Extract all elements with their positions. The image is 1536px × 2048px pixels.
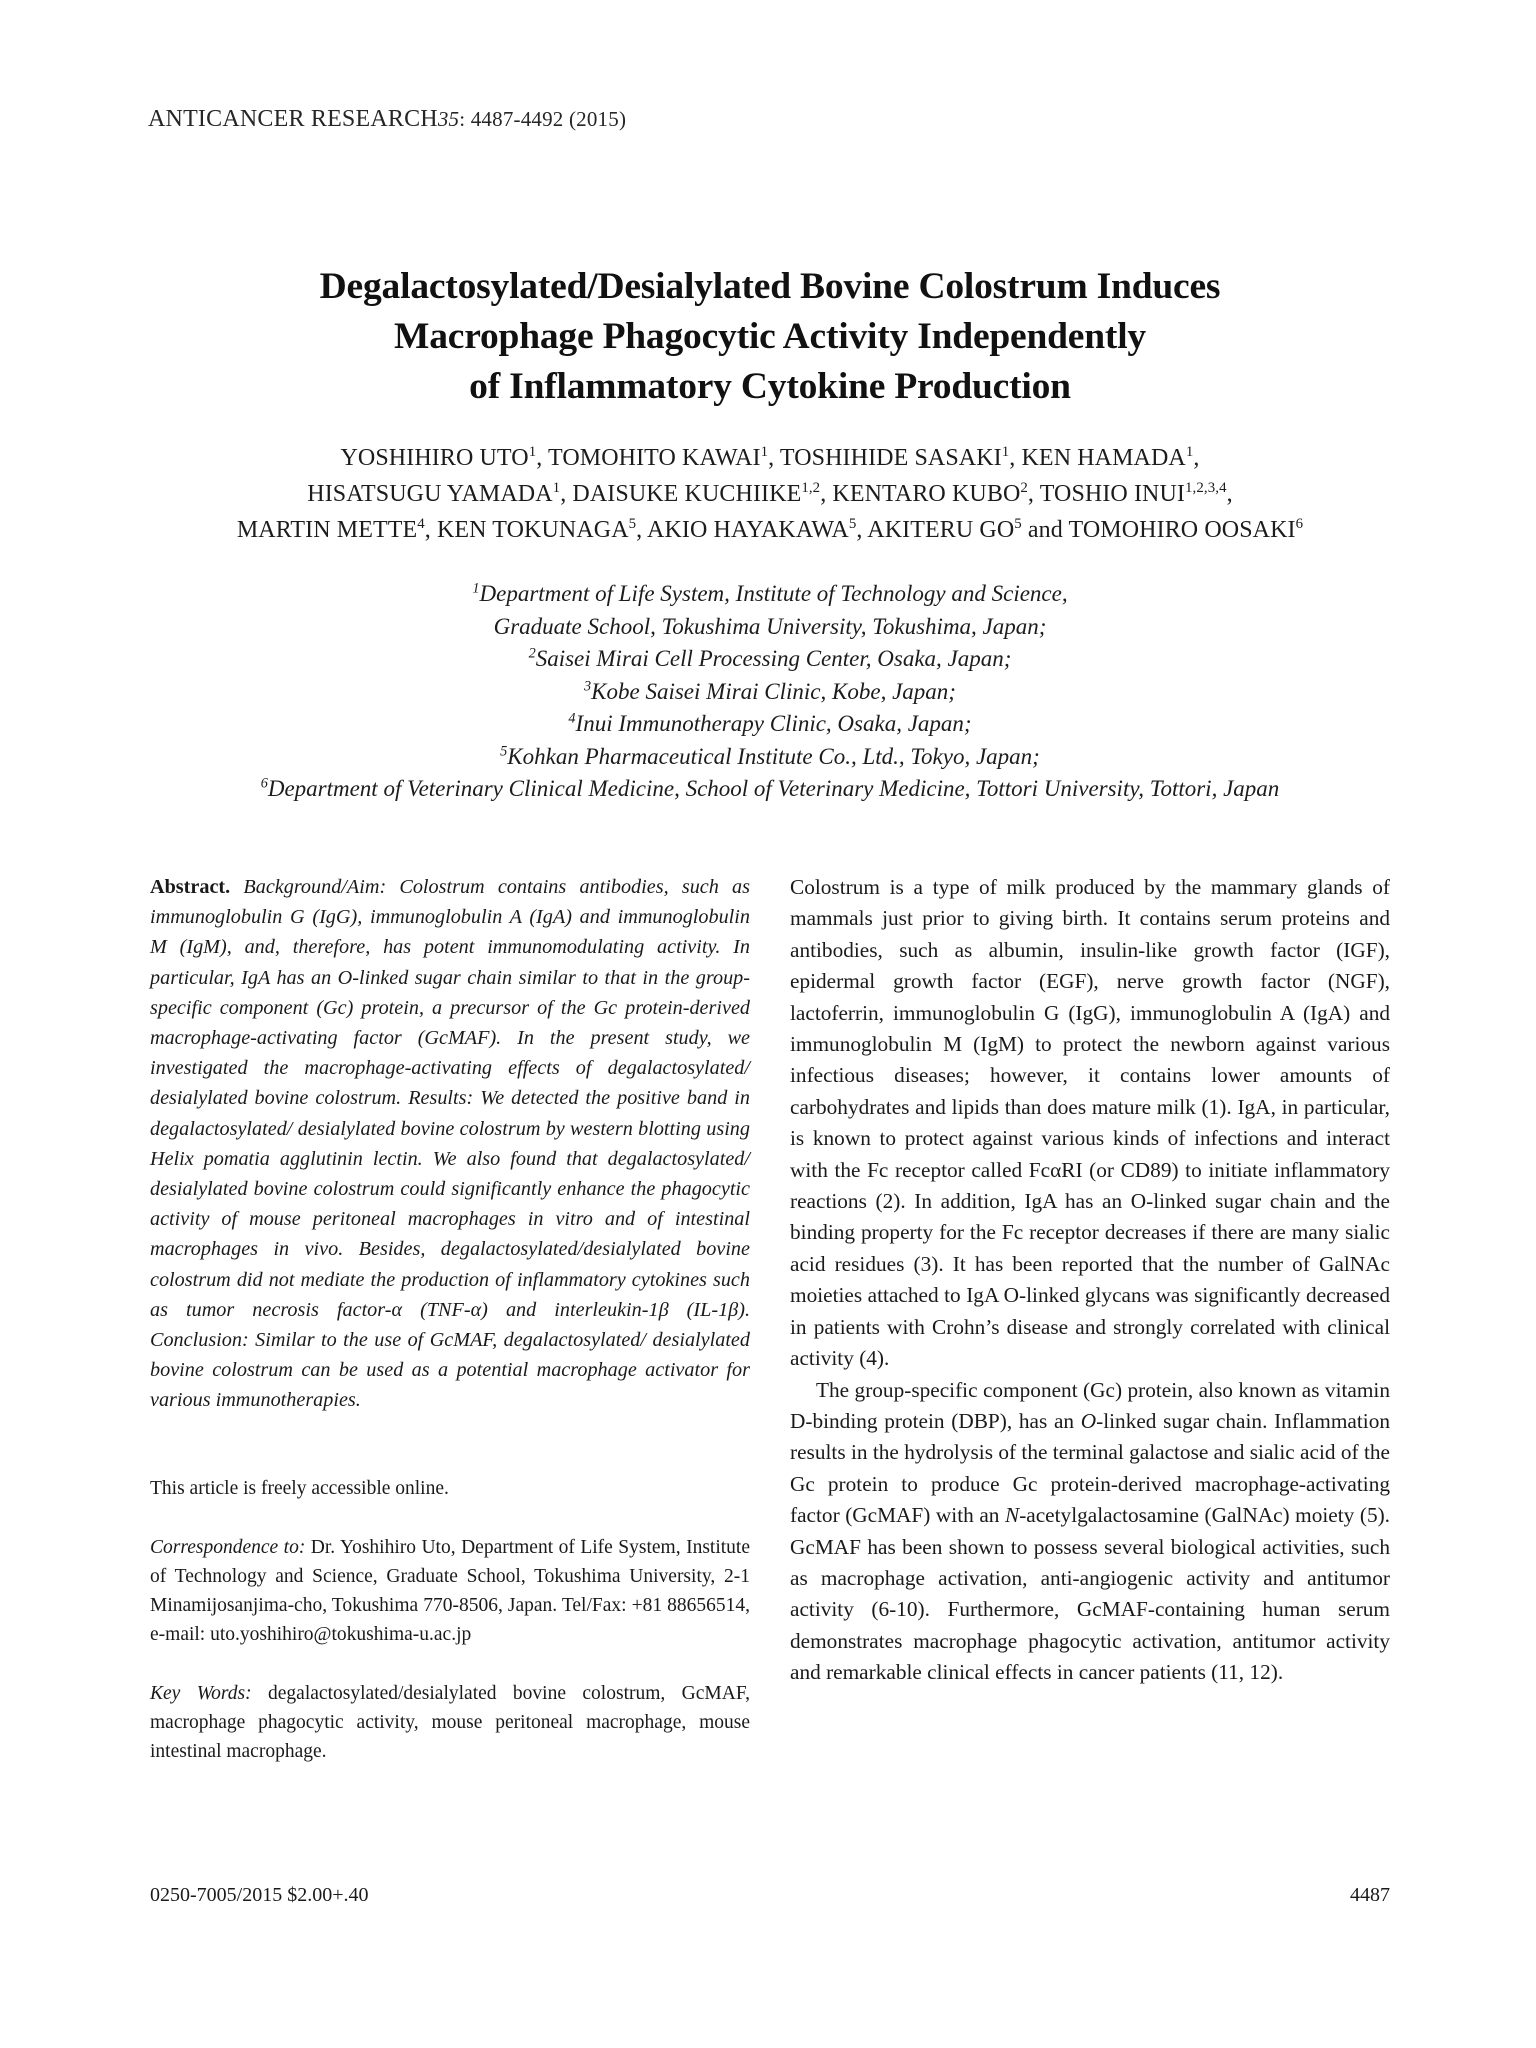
key-words-block [150, 1679, 750, 1766]
title-line-1: Degalactosylated/Desialylated Bovine Colostrum Induces [319, 266, 1221, 307]
key-words-label: Key Words: [150, 1682, 252, 1704]
abstract-heading: Abstract. [150, 876, 231, 898]
intro-p2-seg-a: The group-specific component (Gc) protein, also known as vitamin D-binding protein (DBP), has an [790, 1377, 1390, 1433]
running-head [148, 106, 626, 133]
intro-p2-seg-b: -linked sugar chain. Inflammation results in the hydrolysis of the terminal galactose and sialic acid of the Gc protein to produce Gc protein-derived macrophage-activating factor (GcMAF) with an [790, 1408, 1390, 1528]
correspondence-label: Correspondence to: [150, 1536, 306, 1558]
left-column [150, 872, 750, 1766]
affiliation-4: $^4$Inui Immunotherapy Clinic, Osaka, Japan; [568, 710, 972, 736]
affiliation-6: $^6$Department of Veterinary Clinical Medicine, School of Veterinary Medicine, Tottori University, Tottori, Japan [260, 775, 1280, 801]
affiliation-list [110, 578, 1430, 806]
right-column [790, 872, 1390, 1689]
affiliation-2: $^2$Saisei Mirai Cell Processing Center, Osaka, Japan; [528, 645, 1012, 671]
affiliation-5: $^5$Kohkan Pharmaceutical Institute Co., Ltd., Tokyo, Japan; [500, 742, 1040, 769]
journal-volume: 35 [437, 107, 460, 131]
correspondence-block [150, 1533, 750, 1649]
intro-paragraph-2 [790, 1375, 1390, 1689]
key-words-text: degalactosylated/desialylated bovine colostrum, GcMAF, macrophage phagocytic activity, mouse peritoneal macrophage, mouse intestinal macrophage. [150, 1682, 750, 1762]
intro-p2-italic-O: O [1080, 1408, 1097, 1433]
footer-issn: 0250-7005/2015 $2.00+.40 [150, 1884, 369, 1906]
title-line-2: Macrophage Phagocytic Activity Independently [394, 316, 1146, 357]
footer-page-number: 4487 [1350, 1884, 1390, 1906]
abstract-paragraph [150, 872, 750, 1416]
affiliation-1: $^1$Department of Life System, Institute of Technology and Science, [472, 580, 1068, 606]
access-note: This article is freely accessible online. [150, 1477, 449, 1499]
article-title [150, 262, 1390, 412]
author-list [110, 440, 1430, 548]
journal-name: ANTICANCER RESEARCH [148, 106, 438, 132]
author-line-1: YOSHIHIRO UTO$^1$, TOMOHITO KAWAI$^1$, TOSHIHIDE SASAKI$^1$, KEN HAMADA$^1$, [340, 444, 1200, 471]
title-line-3: of Inflammatory Cytokine Production [469, 366, 1071, 407]
correspondence-text: Dr. Yoshihiro Uto, Department of Life System, Institute of Technology and Science, Graduate School, Tokushima University, 2-1 Minamijosanjima-cho, Tokushima 770-8506, Japan. Tel/Fax: +81 88656514, e-mail: uto.yoshihiro@tokushima-u.ac.jp [150, 1536, 750, 1645]
affiliation-3: $^3$Kobe Saisei Mirai Clinic, Kobe, Japan; [584, 677, 956, 704]
author-line-2: HISATSUGU YAMADA$^1$, DAISUKE KUCHIIKE$^{1,2}$, KENTARO KUBO$^2$, TOSHIO INUI$^{1,2,3,4}$, [307, 480, 1233, 507]
abstract-text: Background/Aim: Colostrum contains antibodies, such as immunoglobulin G (IgG), immunoglobulin A (IgA) and immunoglobulin M (IgM), and, therefore, has potent immunomodulating activity. In particular, IgA has an O-linked sugar chain similar to that in the group-specific component (Gc) protein, a precursor of the Gc protein-derived macrophage-activating factor (GcMAF). In the present study, we investigated the macrophage-activating effects of degalactosylated/ desialylated bovine colostrum. Results: We detected the positive band in degalactosylated/ desialylated bovine colostrum by western blotting using Helix pomatia agglutinin lectin. We also found that degalactosylated/ desialylated bovine colostrum could significantly enhance the phagocytic activity of mouse peritoneal macrophages in vitro and of intestinal macrophages in vivo. Besides, degalactosylated/desialylated bovine colostrum did not mediate the production of inflammatory cytokines such as tumor necrosis factor-α (TNF-α) and interleukin-1β (IL-1β). Conclusion: Similar to the use of GcMAF, degalactosylated/ desialylated bovine colostrum can be used as a potential macrophage activator for various immunotherapies. [150, 876, 751, 1412]
affiliation-1b: Graduate School, Tokushima University, Tokushima, Japan; [493, 613, 1047, 639]
intro-p2-seg-c: -acetylgalactosamine (GalNAc) moiety (5). GcMAF has been shown to possess several biological activities, such as macrophage activation, anti-angiogenic activity and antitumor activity (6-10). Furthermore, GcMAF-containing human serum demonstrates macrophage phagocytic activation, antitumor activity and remarkable clinical effects in cancer patients (11, 12). [790, 1503, 1391, 1685]
journal-pages-year: : 4487-4492 (2015) [459, 107, 627, 131]
author-line-3: MARTIN METTE$^4$, KEN TOKUNAGA$^5$, AKIO HAYAKAWA$^5$, AKITERU $GO^5$ and TOMOHIRO OOSAKI$^6$ [236, 516, 1304, 543]
intro-paragraph-1: Colostrum is a type of milk produced by the mammary glands of mammals just prior to giving birth. It contains serum proteins and antibodies, such as albumin, insulin-like growth factor (IGF), epidermal growth factor (EGF), nerve growth factor (NGF), lactoferrin, immunoglobulin G (IgG), immunoglobulin A (IgA) and immunoglobulin M (IgM) to protect the newborn against various infectious diseases; however, it contains lower amounts of carbohydrates and lipids than does mature milk (1). IgA, in particular, is known to protect against various kinds of infections and interact with the Fc receptor called FcαRI (or CD89) to initiate inflammatory reactions (2). In addition, IgA has an O-linked sugar chain and the binding property for the Fc receptor decreases if there are many sialic acid residues (3). It has been reported that the number of GalNAc moieties attached to IgA O-linked glycans was significantly decreased in patients with Crohn’s disease and strongly correlated with clinical activity (4). [790, 875, 1390, 1371]
body-columns [150, 872, 1390, 1872]
intro-p2-italic-N: N [1004, 1503, 1020, 1528]
